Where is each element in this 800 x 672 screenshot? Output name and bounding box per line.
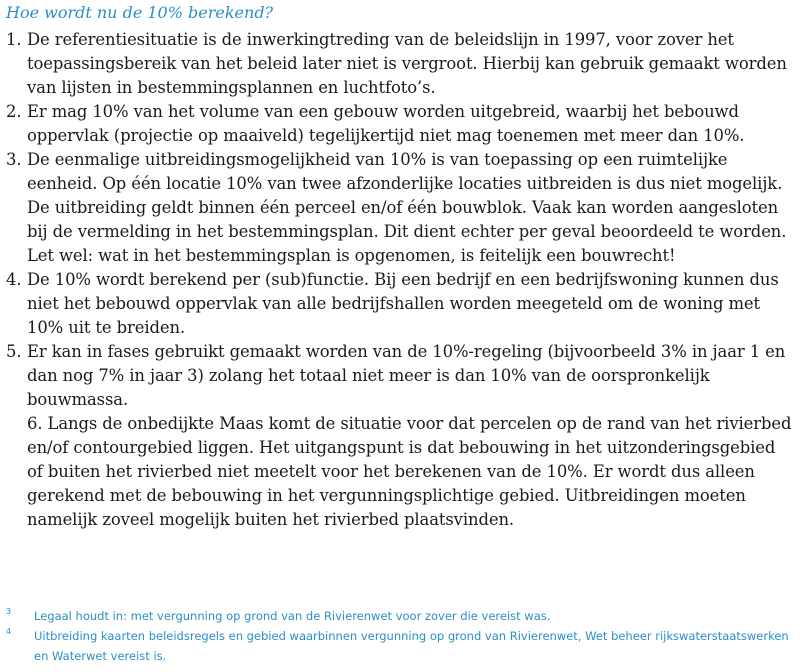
list-item bbox=[6, 100, 796, 148]
footnote-mark: 3 bbox=[6, 607, 12, 616]
list-item bbox=[6, 268, 796, 340]
section-heading: Hoe wordt nu de 10% berekend? bbox=[6, 3, 274, 22]
list-item bbox=[6, 340, 796, 412]
item-number: 3. bbox=[6, 150, 22, 169]
list-item bbox=[6, 28, 796, 100]
numbered-list bbox=[6, 28, 796, 532]
item-text: De eenmalige uitbreidingsmogelijkheid van 10% is van toepassing op een ruimtelijke eenheid. Op één locatie 10% van twee afzonderlijke locaties uitbreiden is dus niet mogelijk. De uitbreiding geldt binnen één perceel en/of één bouwblok. Vaak kan worden aangesloten bij de vermelding in het bestemmingsplan. Dit dient echter per geval beoordeeld te worden. Let wel: wat in het bestemmingsplan is opgenomen, is feitelijk een bouwrecht! bbox=[27, 150, 787, 265]
item-text: Er mag 10% van het volume van een gebouw worden uitgebreid, waarbij het bebouwd oppervlak (projectie op maaiveld) tegelijkertijd niet mag toenemen met meer dan 10%. bbox=[27, 102, 745, 145]
footnote-text: Uitbreiding kaarten beleidsregels en gebied waarbinnen vergunning op grond van Rivierenwet, Wet beheer rijkswaterstaatswerken en Waterwet vereist is. bbox=[34, 629, 789, 663]
item-number: 4. bbox=[6, 270, 22, 289]
footnote-mark: 4 bbox=[6, 627, 12, 636]
list-item bbox=[6, 412, 796, 532]
item-number: 2. bbox=[6, 102, 22, 121]
list-item bbox=[6, 148, 796, 268]
item-text: 6. Langs de onbedijkte Maas komt de situatie voor dat percelen op de rand van het rivierbed en/of contourgebied liggen. Het uitgangspunt is dat bebouwing in het uitzonderingsgebied of buiten het rivierbed niet meetelt voor het berekenen van de 10%. Er wordt dus alleen gerekend met de bebouwing in het vergunningsplichtige gebied. Uitbreidingen moeten namelijk zoveel mogelijk buiten het rivierbed plaatsvinden. bbox=[27, 414, 792, 529]
item-text: Er kan in fases gebruikt gemaakt worden van de 10%-regeling (bijvoorbeeld 3% in jaar 1 en dan nog 7% in jaar 3) zolang het totaal niet meer is dan 10% van de oorspronkelijk bouwmassa. bbox=[27, 342, 786, 409]
footnotes bbox=[6, 606, 796, 666]
item-number: 1. bbox=[6, 30, 22, 49]
item-text: De referentiesituatie is de inwerkingtreding van de beleidslijn in 1997, voor zover het toepassingsbereik van het beleid later niet is vergroot. Hierbij kan gebruik gemaakt worden van lijsten in bestemmingsplannen en luchtfoto’s. bbox=[27, 30, 787, 97]
item-number: 5. bbox=[6, 342, 22, 361]
footnote-text: Legaal houdt in: met vergunning op grond van de Rivierenwet voor zover die vereist was. bbox=[34, 609, 551, 623]
item-text: De 10% wordt berekend per (sub)functie. Bij een bedrijf en een bedrijfswoning kunnen dus niet het bebouwd oppervlak van alle bedrijfshallen worden meegeteld om de woning met 10% uit te breiden. bbox=[27, 270, 779, 337]
footnote bbox=[6, 626, 796, 666]
footnote bbox=[6, 606, 796, 626]
